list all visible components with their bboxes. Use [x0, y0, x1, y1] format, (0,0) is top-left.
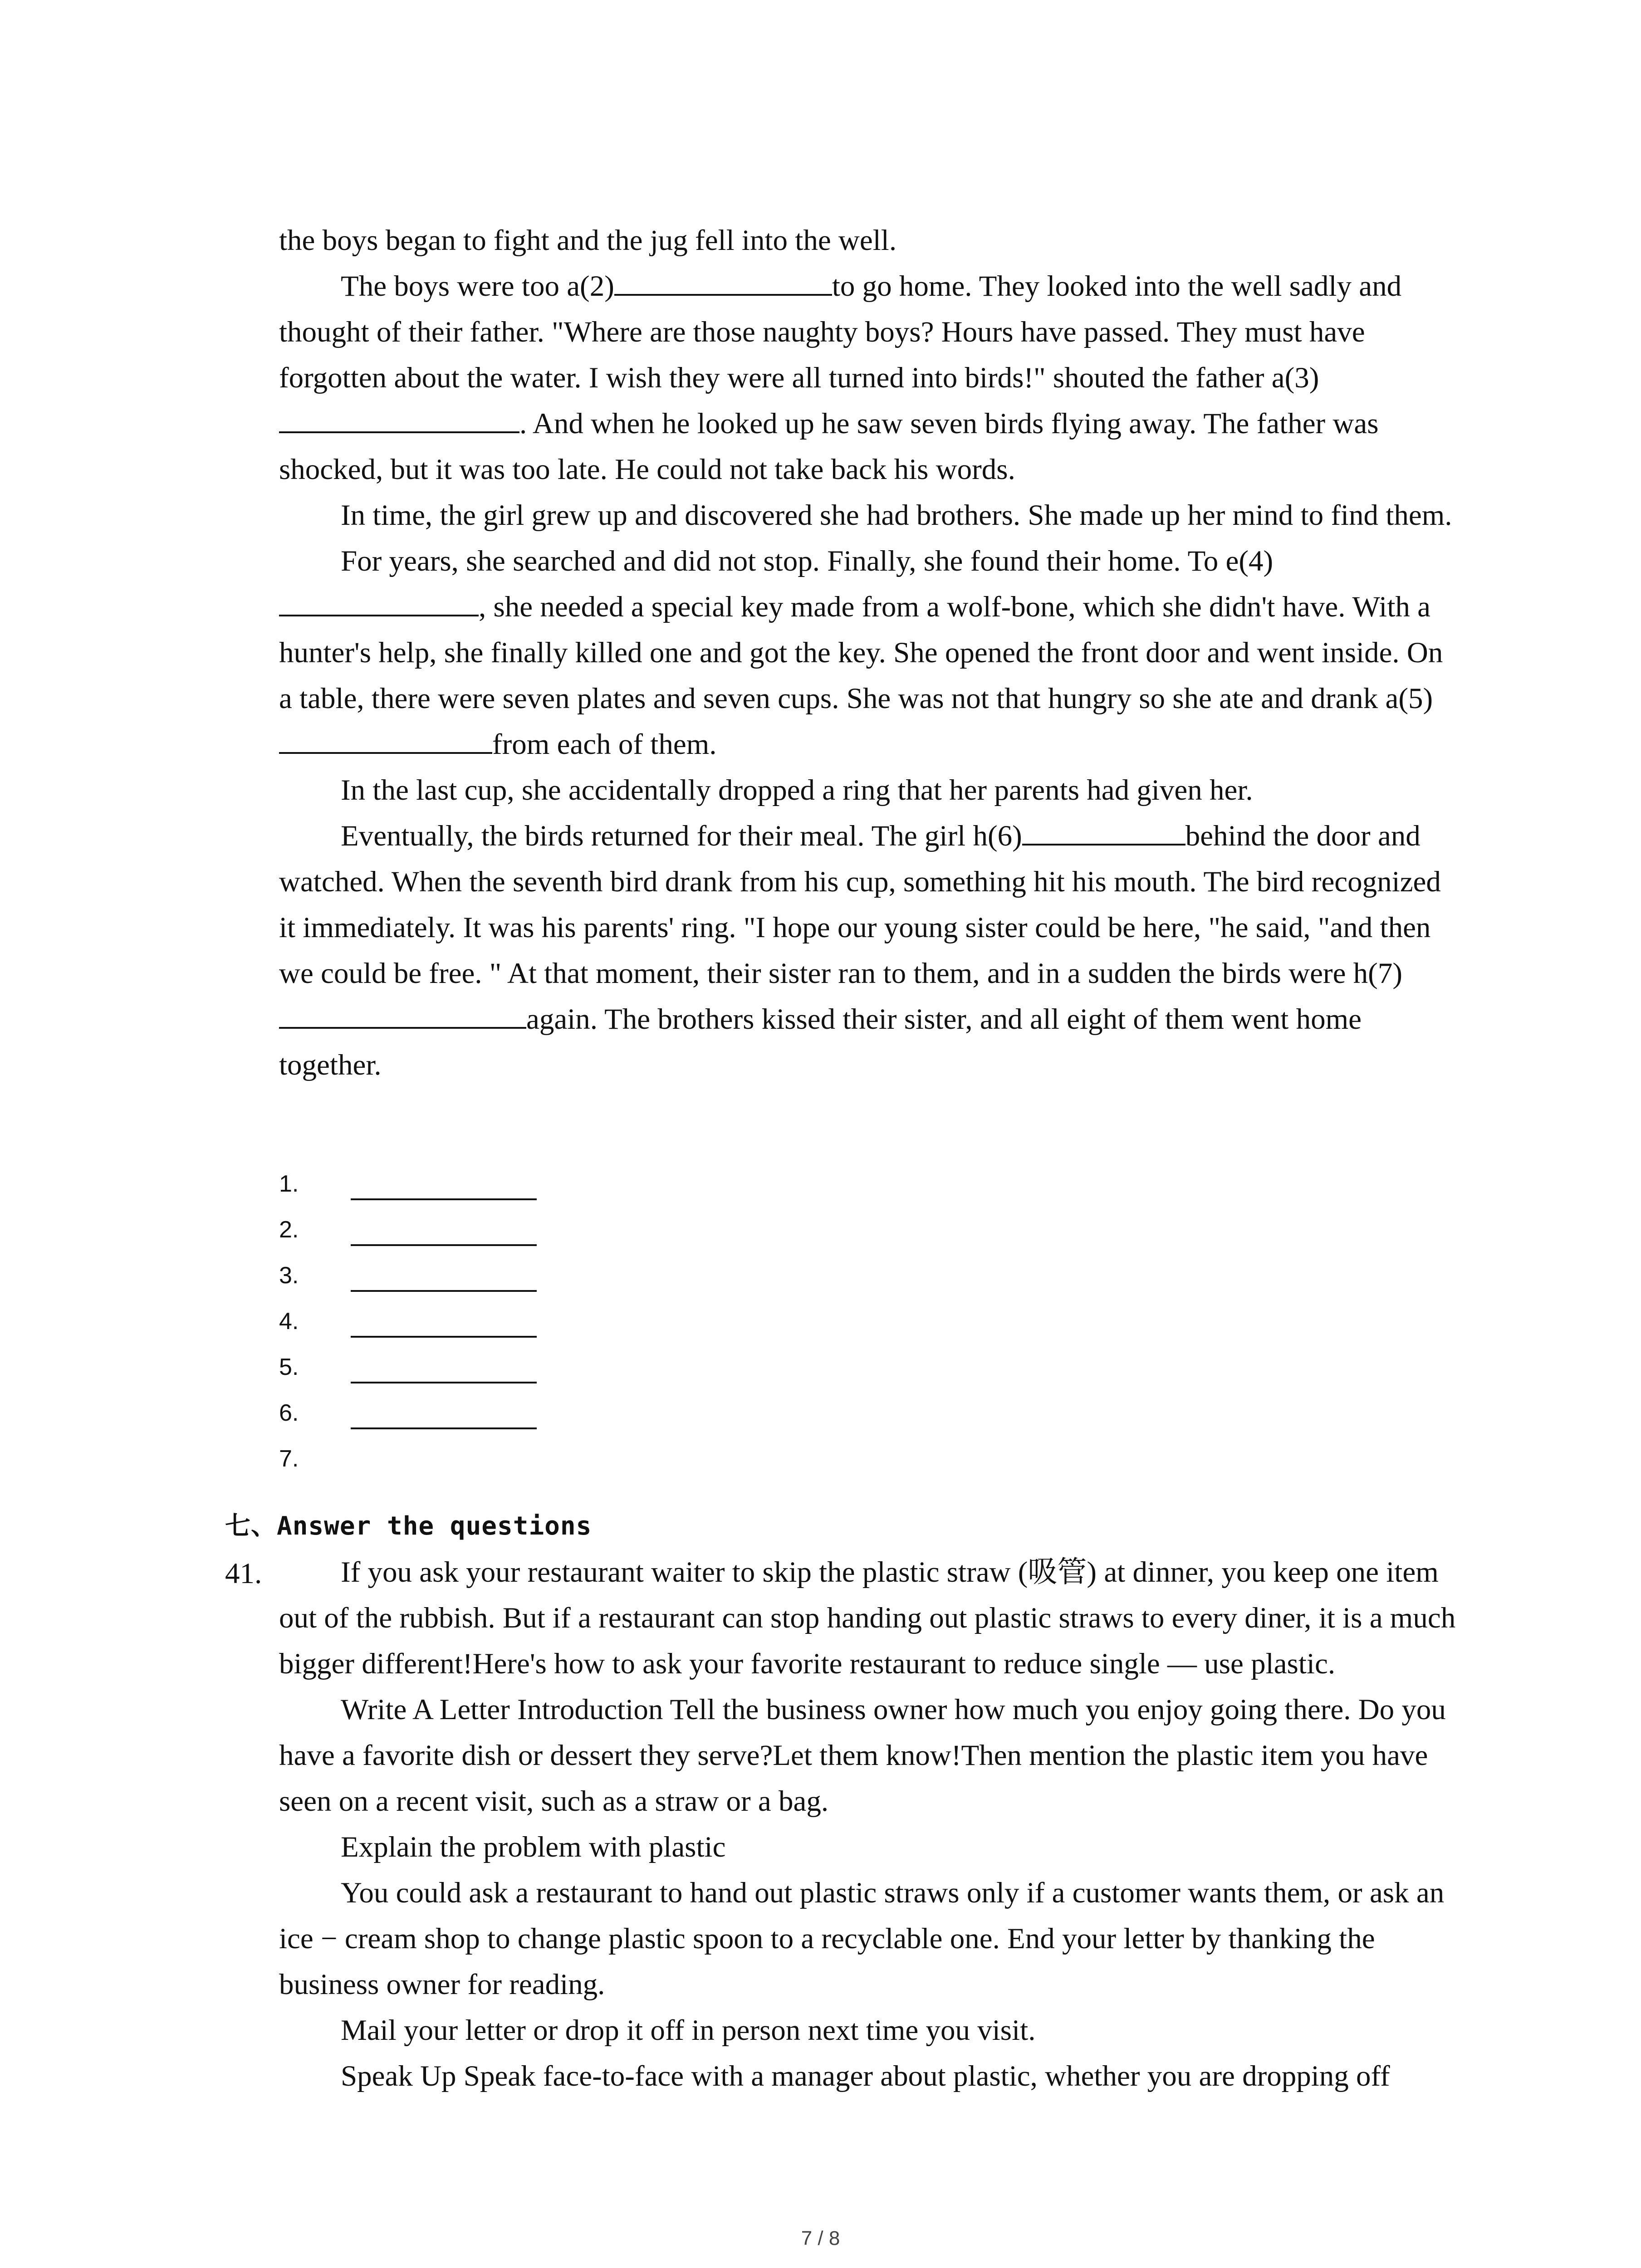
story-text: . And when he looked up he saw seven birds flying away. The father was shocked, but it was too late. He could not take back his words. — [279, 407, 1379, 486]
blank-4[interactable] — [279, 587, 479, 616]
answer-number: 4. — [279, 1308, 299, 1334]
question-paragraph-6: Speak Up Speak face-to-face with a manager about plastic, whether you are dropping off — [341, 2060, 1390, 2092]
story-paragraph-3: In time, the girl grew up and discovered she had brothers. She made up her mind to find them. — [341, 499, 1452, 532]
answer-line[interactable] — [351, 1336, 537, 1338]
page-indicator: 7 / 8 — [801, 2227, 840, 2249]
question-paragraph-2: Write A Letter Introduction Tell the business owner how much you enjoy going there. Do you have a favorite dish or dessert they serve?Let them know!Then mention the plastic item you have seen on a recent visit, such as a straw or a bag. — [279, 1693, 1446, 1818]
story-paragraph-2 — [279, 264, 1459, 493]
answer-number: 5. — [279, 1354, 299, 1380]
answer-number: 6. — [279, 1400, 299, 1426]
blank-7[interactable] — [279, 999, 526, 1029]
answer-line[interactable] — [351, 1427, 537, 1429]
story-text: The boys were too a(2) — [341, 270, 614, 303]
answer-number: 3. — [279, 1262, 299, 1289]
story-text: Eventually, the birds returned for their meal. The girl h(6) — [341, 820, 1022, 852]
story-text: For years, she searched and did not stop. Finally, she found their home. To e(4) — [341, 545, 1274, 577]
answer-line[interactable] — [351, 1244, 537, 1246]
blank-2[interactable] — [614, 266, 832, 296]
question-paragraph-4: You could ask a restaurant to hand out plastic straws only if a customer wants them, or ask an ice − cream shop to change plastic spoon to a recyclable one. End your letter by thanking the business owner for reading. — [279, 1877, 1445, 2001]
answer-line[interactable] — [351, 1382, 537, 1383]
section-title: 七、Answer the questions — [225, 1511, 592, 1541]
answer-number: 1. — [279, 1171, 299, 1197]
answer-number: 2. — [279, 1217, 299, 1243]
story-paragraph-4 — [279, 538, 1459, 767]
question-paragraph-5: Mail your letter or drop it off in person next time you visit. — [341, 2014, 1036, 2047]
blank-6[interactable] — [1022, 816, 1185, 846]
story-text: behind the door and watched. When the seventh bird drank from his cup, something hit his mouth. The bird recognized it immediately. It was his parents' ring. "I hope our young sister could be here, "he said, "and then we could be free. " At that moment, their sister ran to them, and in a sudden the birds were h(7) — [279, 820, 1441, 990]
story-paragraph-6 — [279, 813, 1459, 1088]
story-passage — [279, 218, 1459, 1088]
question-passage — [279, 1549, 1459, 2099]
answer-line[interactable] — [351, 1198, 537, 1200]
question-number: 41. — [225, 1557, 262, 1590]
blank-3[interactable] — [279, 403, 519, 433]
story-line-continuation: the boys began to fight and the jug fell into the well. — [279, 224, 897, 257]
story-paragraph-5: In the last cup, she accidentally dropped a ring that her parents had given her. — [341, 774, 1253, 807]
story-text: to go home. They looked into the well sadly and thought of their father. "Where are those naughty boys? Hours have passed. They must have forgotten about the water. I wish they were all turned into birds!" shouted the father a(3) — [279, 270, 1402, 394]
story-text: again. The brothers kissed their sister, and all eight of them went home together. — [279, 1003, 1362, 1081]
question-paragraph-3: Explain the problem with plastic — [341, 1831, 726, 1863]
answer-line[interactable] — [351, 1290, 537, 1292]
answer-number: 7. — [279, 1446, 299, 1472]
question-paragraph-1: If you ask your restaurant waiter to skip the plastic straw (吸管) at dinner, you keep one item out of the rubbish. But if a restaurant can stop handing out plastic straws to every diner, it is a much bigger different!Here's how to ask your favorite restaurant to reduce single — use plastic. — [279, 1556, 1456, 1680]
story-text: from each of them. — [492, 728, 717, 761]
blank-5[interactable] — [279, 724, 492, 754]
story-text: , she needed a special key made from a wolf-bone, which she didn't have. With a hunter's help, she finally killed one and got the key. She opened the front door and went inside. On a table, there were seven plates and seven cups. She was not that hungry so she ate and drank a(5) — [279, 591, 1443, 715]
